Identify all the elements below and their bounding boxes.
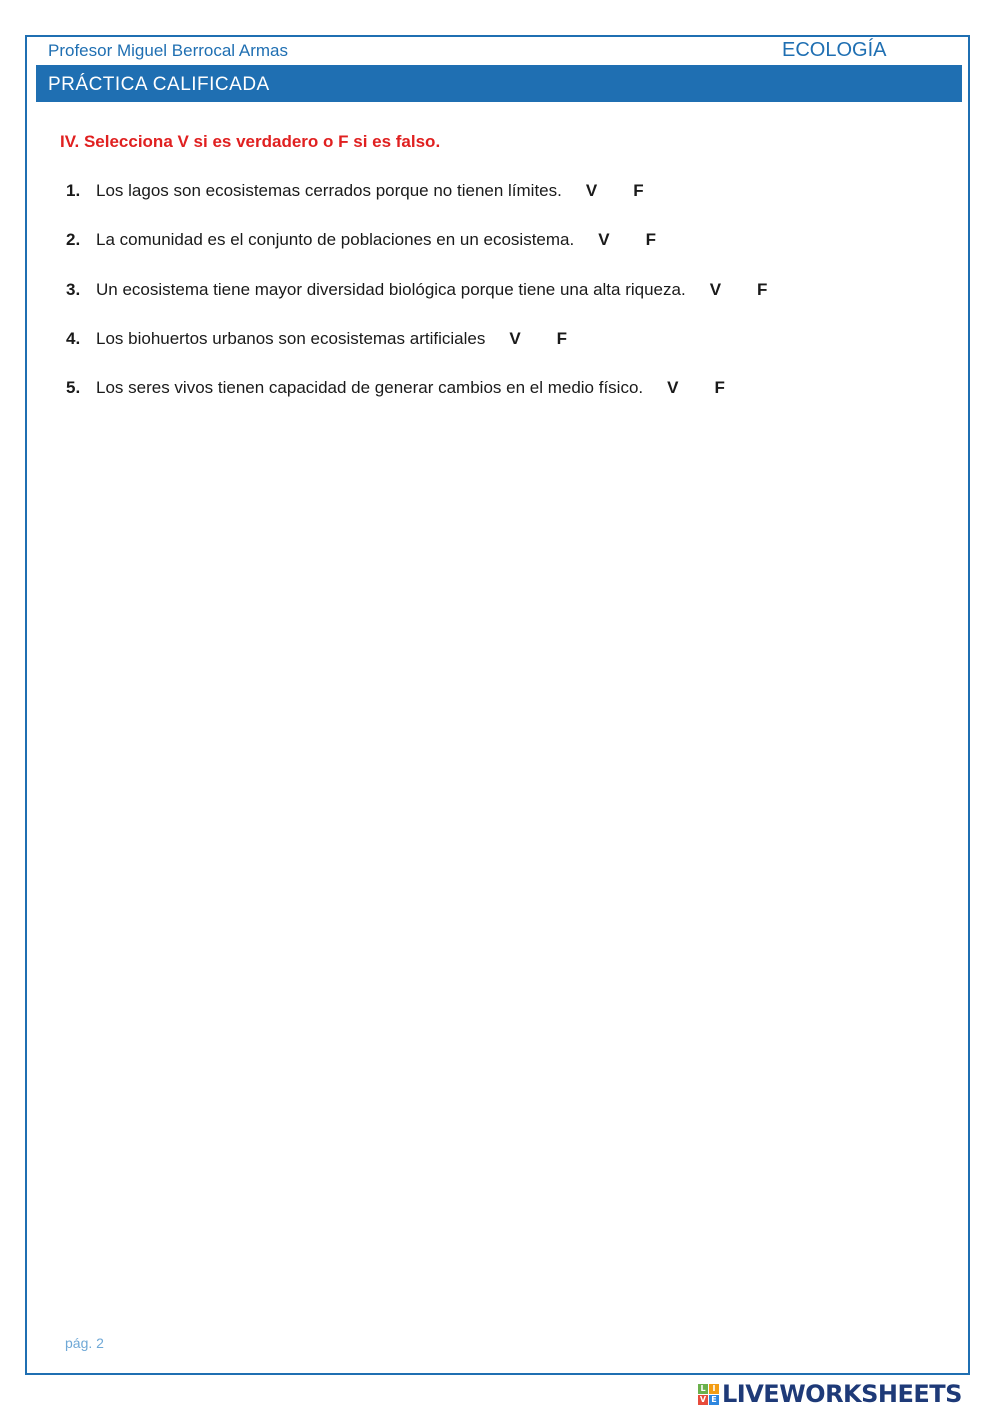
logo-letter: V bbox=[699, 1394, 707, 1404]
option-true[interactable]: V bbox=[509, 329, 521, 348]
logo-mark-icon bbox=[698, 1384, 719, 1405]
page-title: PRÁCTICA CALIFICADA bbox=[48, 74, 270, 95]
option-true[interactable]: V bbox=[598, 230, 610, 249]
question-text: Un ecosistema tiene mayor diversidad biológica porque tiene una alta riqueza. bbox=[96, 280, 686, 299]
question-text: La comunidad es el conjunto de poblaciones en un ecosistema. bbox=[96, 230, 575, 249]
option-true[interactable]: V bbox=[667, 378, 679, 397]
question-number: 4. bbox=[66, 329, 81, 348]
question-item bbox=[66, 329, 569, 349]
question-text: Los lagos son ecosistemas cerrados porque no tienen límites. bbox=[96, 181, 562, 200]
question-number: 1. bbox=[66, 181, 81, 200]
option-false[interactable]: F bbox=[645, 230, 656, 249]
logo-letter: I bbox=[709, 1384, 719, 1394]
question-number: 2. bbox=[66, 230, 81, 249]
option-true[interactable]: V bbox=[585, 181, 598, 200]
page-number: pág. 2 bbox=[65, 1335, 104, 1351]
option-false[interactable]: F bbox=[757, 280, 768, 299]
question-item bbox=[66, 280, 769, 300]
instruction-text: IV. Selecciona V si es verdadero o F si es falso. bbox=[60, 132, 441, 151]
liveworksheets-logo bbox=[698, 1378, 962, 1410]
header-subject: ECOLOGÍA bbox=[782, 39, 887, 61]
question-item bbox=[66, 378, 727, 398]
question-number: 5. bbox=[66, 378, 81, 397]
option-true[interactable]: V bbox=[709, 280, 722, 299]
logo-letter: L bbox=[698, 1384, 708, 1394]
question-number: 3. bbox=[66, 280, 81, 299]
question-text: Los biohuertos urbanos son ecosistemas artificiales bbox=[96, 329, 486, 348]
option-false[interactable]: F bbox=[556, 329, 568, 348]
option-false[interactable]: F bbox=[714, 378, 725, 397]
header-author: Profesor Miguel Berrocal Armas bbox=[48, 41, 288, 60]
question-text: Los seres vivos tienen capacidad de generar cambios en el medio físico. bbox=[96, 378, 644, 397]
question-item bbox=[66, 181, 646, 201]
question-item bbox=[66, 230, 658, 250]
logo-letter: E bbox=[709, 1395, 719, 1405]
logo-text: LIVEWORKSHEETS bbox=[722, 1380, 962, 1408]
option-false[interactable]: F bbox=[633, 181, 644, 200]
